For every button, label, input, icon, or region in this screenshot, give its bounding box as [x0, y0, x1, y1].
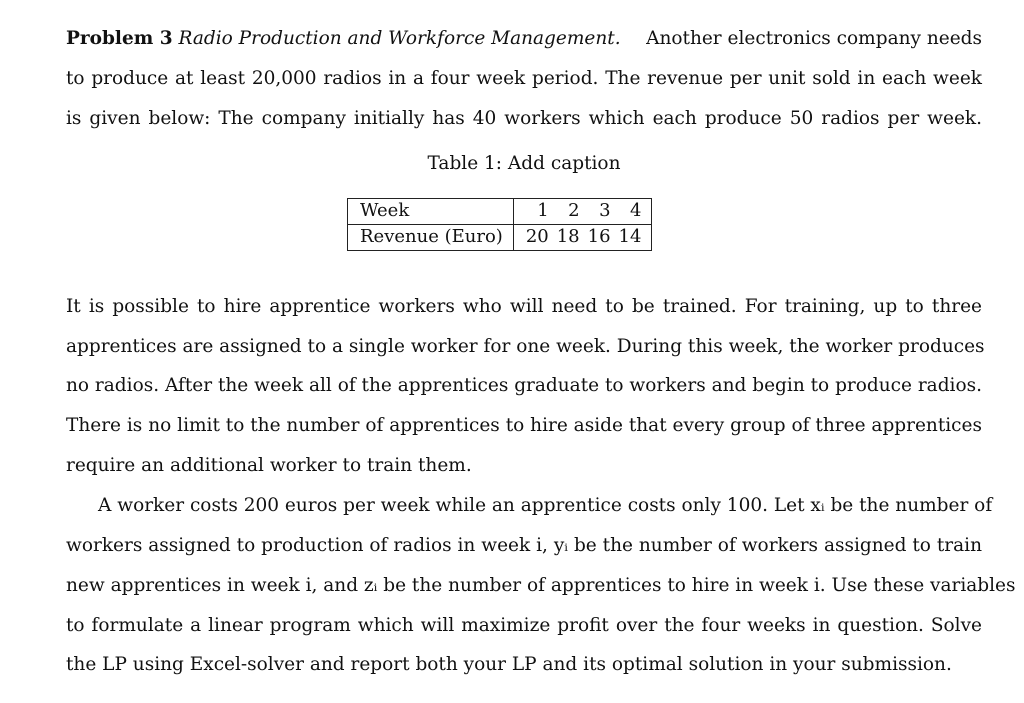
intro-line-3: is given below: The company initially has 40 workers which each produce 50 radios per week.: [66, 108, 982, 129]
revenue-table: [347, 198, 652, 251]
problem-heading-line: [66, 27, 982, 51]
para1-line-4: There is no limit to the number of apprentices to hire aside that every group of three apprentices: [66, 415, 982, 436]
week-cell-2: 2: [553, 199, 584, 225]
row-label-revenue: Revenue (Euro): [348, 225, 514, 251]
problem-title: Radio Production and Workforce Management.: [178, 28, 621, 49]
para2-line-2: workers assigned to production of radios in week i, yᵢ be the number of workers assigned to train: [66, 535, 982, 556]
week-cell-3: 3: [584, 199, 615, 225]
revenue-cell-3: 16: [584, 225, 615, 251]
para1-line-2: apprentices are assigned to a single worker for one week. During this week, the worker produces: [66, 336, 985, 357]
week-cell-4: 4: [615, 199, 652, 225]
para1-line-1: It is possible to hire apprentice workers who will need to be trained. For training, up to three: [66, 296, 982, 317]
para2-line-1: A worker costs 200 euros per week while an apprentice costs only 100. Let xᵢ be the number of: [98, 495, 993, 516]
para1-line-3: no radios. After the week all of the apprentices graduate to workers and begin to produce radios.: [66, 375, 982, 396]
para2-line-5: the LP using Excel-solver and report both your LP and its optimal solution in your submission.: [66, 654, 952, 675]
week-cell-1: 1: [513, 199, 552, 225]
intro-line-1: Another electronics company needs: [646, 28, 982, 49]
table-row-week: [348, 199, 652, 225]
table-caption: Table 1: Add caption: [427, 153, 621, 174]
row-label-week: Week: [348, 199, 514, 225]
revenue-cell-2: 18: [553, 225, 584, 251]
revenue-cell-1: 20: [513, 225, 552, 251]
para2-line-4: to formulate a linear program which will maximize profit over the four weeks in question. Solve: [66, 615, 982, 636]
intro-line-2: to produce at least 20,000 radios in a four week period. The revenue per unit sold in each week: [66, 68, 982, 89]
problem-label: Problem 3: [66, 28, 173, 49]
table-row-revenue: [348, 225, 652, 251]
revenue-cell-4: 14: [615, 225, 652, 251]
para2-line-3: new apprentices in week i, and zᵢ be the number of apprentices to hire in week i. Use these variables: [66, 575, 1016, 596]
para1-line-5: require an additional worker to train them.: [66, 455, 472, 476]
